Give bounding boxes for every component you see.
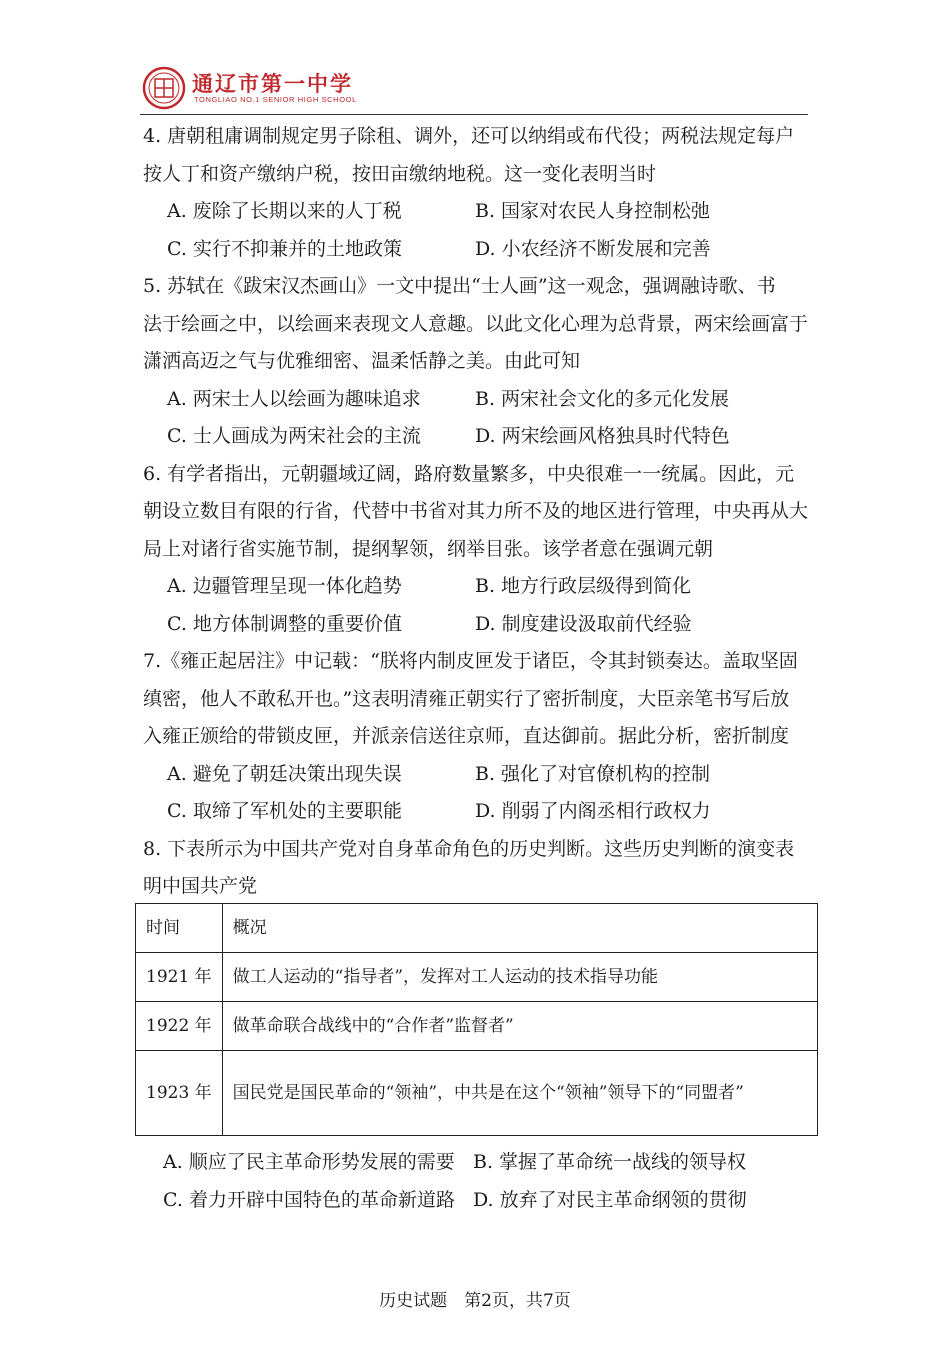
table-cell-year: 1921 年 (136, 953, 223, 1002)
table-row (136, 1002, 818, 1051)
table-cell-desc: 做工人运动的“指导者”，发挥对工人运动的技术指导功能 (222, 953, 817, 1002)
option-c: C. 取缔了军机处的主要职能 (167, 800, 402, 822)
question-5 (143, 268, 808, 456)
option-a: A. 顺应了民主革命形势发展的需要 (163, 1151, 455, 1173)
option-a: A. 边疆管理呈现一体化趋势 (167, 575, 402, 597)
question-stem-line: 5. 苏轼在《跋宋汉杰画山》一文中提出“士人画”这一观念，强调融诗歌、书 (143, 275, 776, 297)
option-c: C. 士人画成为两宋社会的主流 (167, 425, 421, 447)
question-stem-line: 4. 唐朝租庸调制规定男子除租、调外，还可以纳绢或布代役；两税法规定每户 (143, 125, 795, 147)
history-table (135, 903, 818, 1136)
table-row (136, 953, 818, 1002)
option-a: A. 两宋士人以绘画为趣味追求 (167, 387, 421, 410)
option-row (143, 193, 808, 231)
question-stem-line: 潇洒高迈之气与优雅细密、温柔恬静之美。由此可知 (143, 350, 581, 372)
school-name: 通辽市第一中学 (192, 72, 353, 96)
school-name-en: TONGLIAO NO.1 SENIOR HIGH SCHOOL (194, 95, 357, 104)
question-stem-line: 7.《雍正起居注》中记载：“朕将内制皮匣发于诸臣，令其封锁奏达。盖取坚固 (143, 650, 798, 672)
table-cell-desc: 国民党是国民革命的“领袖”，中共是在这个“领袖”领导下的“同盟者” (222, 1051, 817, 1136)
table-cell-year: 1923 年 (136, 1051, 223, 1136)
option-c: C. 着力开辟中国特色的革命新道路 (163, 1188, 455, 1211)
table-header-cell: 时间 (136, 904, 223, 953)
option-d: D. 制度建设汲取前代经验 (475, 612, 692, 635)
option-row (143, 568, 808, 606)
question-stem-line: 缜密，他人不敢私开也。”这表明清雍正朝实行了密折制度，大臣亲笔书写后放 (143, 687, 790, 710)
question-stem-line: 按人丁和资产缴纳户税，按田亩缴纳地税。这一变化表明当时 (143, 162, 657, 185)
questions-section (143, 118, 808, 906)
option-row (143, 381, 808, 419)
question-stem-line: 入雍正颁给的带锁皮匣，并派亲信送往京师，直达御前。据此分析，密折制度 (143, 725, 790, 747)
question-6 (143, 456, 808, 644)
question-stem-line: 局上对诸行省实施节制，提纲挈领，纲举目张。该学者意在强调元朝 (143, 537, 714, 560)
option-d: D. 小农经济不断发展和完善 (475, 237, 711, 260)
option-b: B. 国家对农民人身控制松弛 (475, 200, 711, 222)
question-4 (143, 118, 808, 268)
option-c: C. 实行不抑兼并的土地政策 (167, 237, 402, 260)
option-row (143, 1144, 808, 1182)
option-row (143, 231, 808, 269)
question-stem-line: 法于绘画之中，以绘画来表现文人意趣。以此文化心理为总背景，两宋绘画富于 (143, 312, 809, 335)
option-a: A. 避免了朝廷决策出现失误 (167, 762, 402, 785)
option-d: D. 削弱了内阁丞相行政权力 (475, 800, 711, 822)
page-footer: 历史试题 第2页，共7页 (379, 1291, 571, 1311)
question-7 (143, 643, 808, 831)
question-stem-line: 明中国共产党 (143, 875, 258, 897)
question-8-options (143, 1144, 808, 1219)
table-header-cell: 概况 (222, 904, 817, 953)
option-b: B. 强化了对官僚机构的控制 (475, 762, 711, 785)
option-row (143, 606, 808, 644)
option-row (143, 418, 808, 456)
option-row (143, 793, 808, 831)
question-8 (143, 831, 808, 906)
option-b: B. 掌握了革命统一战线的领导权 (473, 1151, 747, 1173)
option-d: D. 放弃了对民主革命纲领的贯彻 (473, 1188, 747, 1211)
table-header-row (136, 904, 818, 953)
option-b: B. 地方行政层级得到简化 (475, 575, 692, 597)
question-stem-line: 6. 有学者指出，元朝疆域辽阔，路府数量繁多，中央很难一一统属。因此，元 (143, 462, 795, 485)
question-stem-line: 8. 下表所示为中国共产党对自身革命角色的历史判断。这些历史判断的演变表 (143, 837, 795, 860)
option-c: C. 地方体制调整的重要价值 (167, 612, 402, 635)
table-row (136, 1051, 818, 1136)
question-stem-line: 朝设立数目有限的行省，代替中书省对其力所不及的地区进行管理，中央再从大 (143, 500, 809, 522)
option-row (143, 1182, 808, 1220)
option-row (143, 756, 808, 794)
school-logo-icon (142, 66, 186, 110)
option-d: D. 两宋绘画风格独具时代特色 (475, 425, 730, 447)
table-cell-desc: 做革命联合战线中的“合作者”监督者” (222, 1002, 817, 1051)
school-header (140, 62, 808, 114)
table-cell-year: 1922 年 (136, 1002, 223, 1051)
option-b: B. 两宋社会文化的多元化发展 (475, 387, 730, 410)
header-divider (140, 114, 808, 115)
option-a: A. 废除了长期以来的人丁税 (167, 200, 402, 222)
